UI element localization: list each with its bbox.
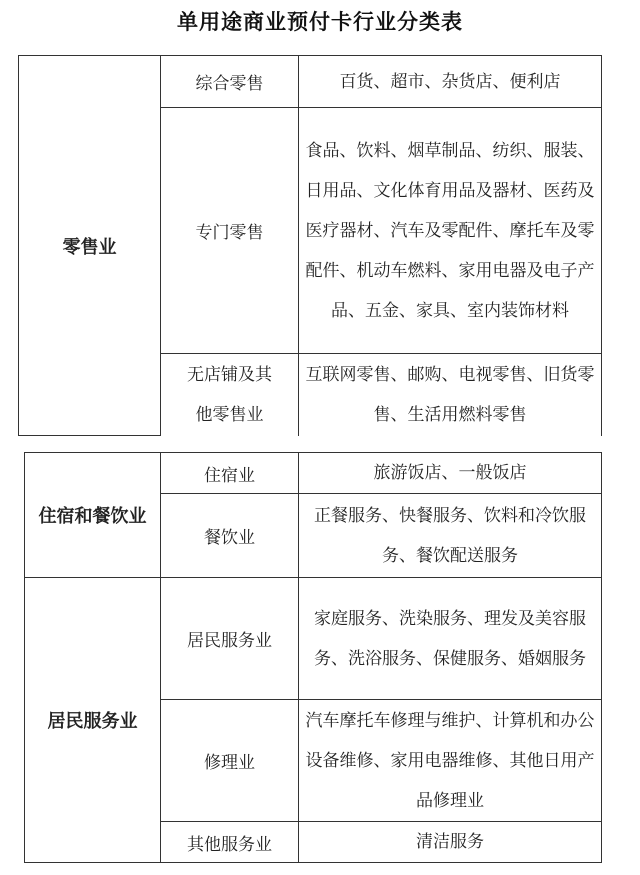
content-cell: 互联网零售、邮购、电视零售、旧货零售、生活用燃料零售 (299, 354, 602, 436)
subcategory-cell: 居民服务业 (161, 578, 299, 700)
industry-cell: 居民服务业 (25, 578, 161, 863)
content-cell: 正餐服务、快餐服务、饮料和冷饮服务、餐饮配送服务 (299, 494, 602, 578)
page-title: 单用途商业预付卡行业分类表 (177, 10, 463, 34)
subcategory-cell: 餐饮业 (161, 494, 299, 578)
content-cell: 食品、饮料、烟草制品、纺织、服装、日用品、文化体育用品及器材、医药及医疗器材、汽车及零配件、摩托车及零配件、机动车燃料、家用电器及电子产品、五金、家具、室内装饰材料 (299, 108, 602, 354)
subcategory-cell: 住宿业 (161, 453, 299, 494)
content-cell: 旅游饭店、一般饭店 (299, 453, 602, 494)
content-cell: 家庭服务、洗染服务、理发及美容服务、洗浴服务、保健服务、婚姻服务 (299, 578, 602, 700)
subcategory-line: 无店铺及其 (187, 364, 272, 385)
classification-table-services (24, 452, 602, 863)
subcategory-cell (161, 354, 299, 436)
content-cell: 汽车摩托车修理与维护、计算机和办公设备维修、家用电器维修、其他日用产品修理业 (299, 700, 602, 822)
table-row (25, 578, 602, 700)
content-cell: 清洁服务 (299, 822, 602, 863)
subcategory-cell: 修理业 (161, 700, 299, 822)
table-row (25, 453, 602, 494)
classification-table-retail (18, 55, 602, 436)
industry-cell: 住宿和餐饮业 (25, 453, 161, 578)
industry-cell: 零售业 (19, 56, 161, 436)
subcategory-cell: 其他服务业 (161, 822, 299, 863)
subcategory-cell: 综合零售 (161, 56, 299, 108)
subcategory-line: 他零售业 (195, 404, 264, 425)
content-cell: 百货、超市、杂货店、便利店 (299, 56, 602, 108)
table-row (19, 56, 602, 108)
subcategory-cell: 专门零售 (161, 108, 299, 354)
